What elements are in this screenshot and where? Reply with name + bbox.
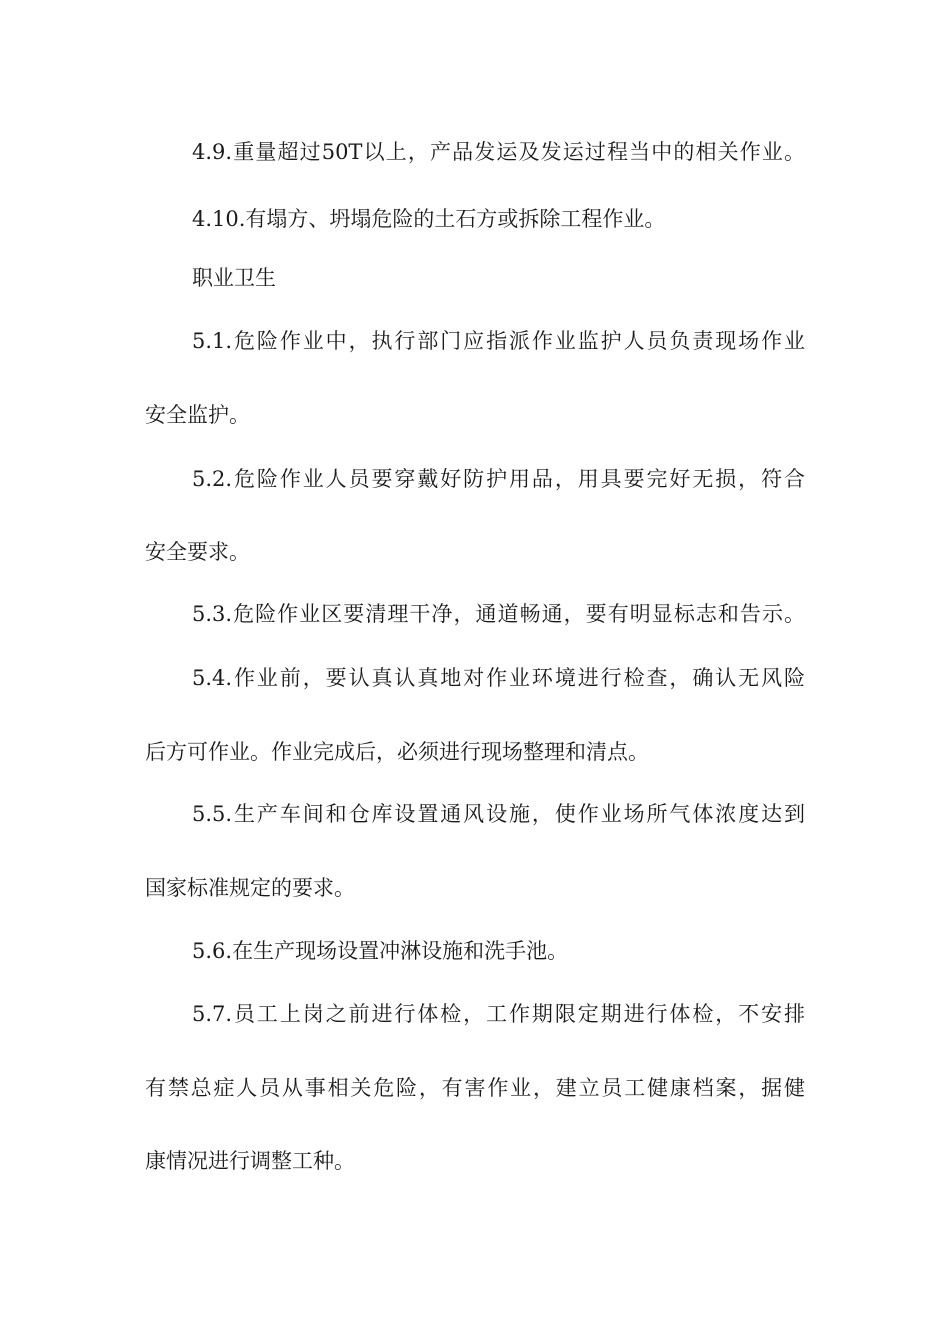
paragraph-5-4-line-1: 5.4.作业前，要认真认真地对作业环境进行检查，确认无风险	[192, 666, 805, 690]
paragraph-5-2-line-2: 安全要求。	[145, 540, 250, 564]
paragraph-5-7-line-3: 康情况进行调整工种。	[145, 1149, 355, 1173]
paragraph-5-7-line-1: 5.7.员工上岗之前进行体检，工作期限定期进行体检，不安排	[192, 1002, 805, 1026]
paragraph-5-6: 5.6.在生产现场设置冲淋设施和洗手池。	[192, 939, 569, 963]
paragraph-4-10: 4.10.有塌方、坍塌危险的土石方或拆除工程作业。	[192, 207, 666, 231]
paragraph-5-1-line-1: 5.1.危险作业中，执行部门应指派作业监护人员负责现场作业	[192, 329, 805, 353]
section-heading: 职业卫生	[192, 266, 276, 290]
paragraph-5-7-line-2: 有禁总症人员从事相关危险，有害作业，建立员工健康档案，据健	[145, 1076, 805, 1100]
paragraph-5-4-line-2: 后方可作业。作业完成后，必须进行现场整理和清点。	[145, 740, 649, 764]
paragraph-5-2-line-1: 5.2.危险作业人员要穿戴好防护用品，用具要完好无损，符合	[192, 467, 805, 491]
paragraph-5-5-line-2: 国家标准规定的要求。	[145, 876, 355, 900]
paragraph-5-1-line-2: 安全监护。	[145, 403, 250, 427]
paragraph-4-9: 4.9.重量超过50T以上，产品发运及发运过程当中的相关作业。	[192, 140, 805, 164]
paragraph-5-3: 5.3.危险作业区要清理干净，通道畅通，要有明显标志和告示。	[192, 602, 805, 626]
paragraph-5-5-line-1: 5.5.生产车间和仓库设置通风设施，使作业场所气体浓度达到	[192, 802, 805, 826]
